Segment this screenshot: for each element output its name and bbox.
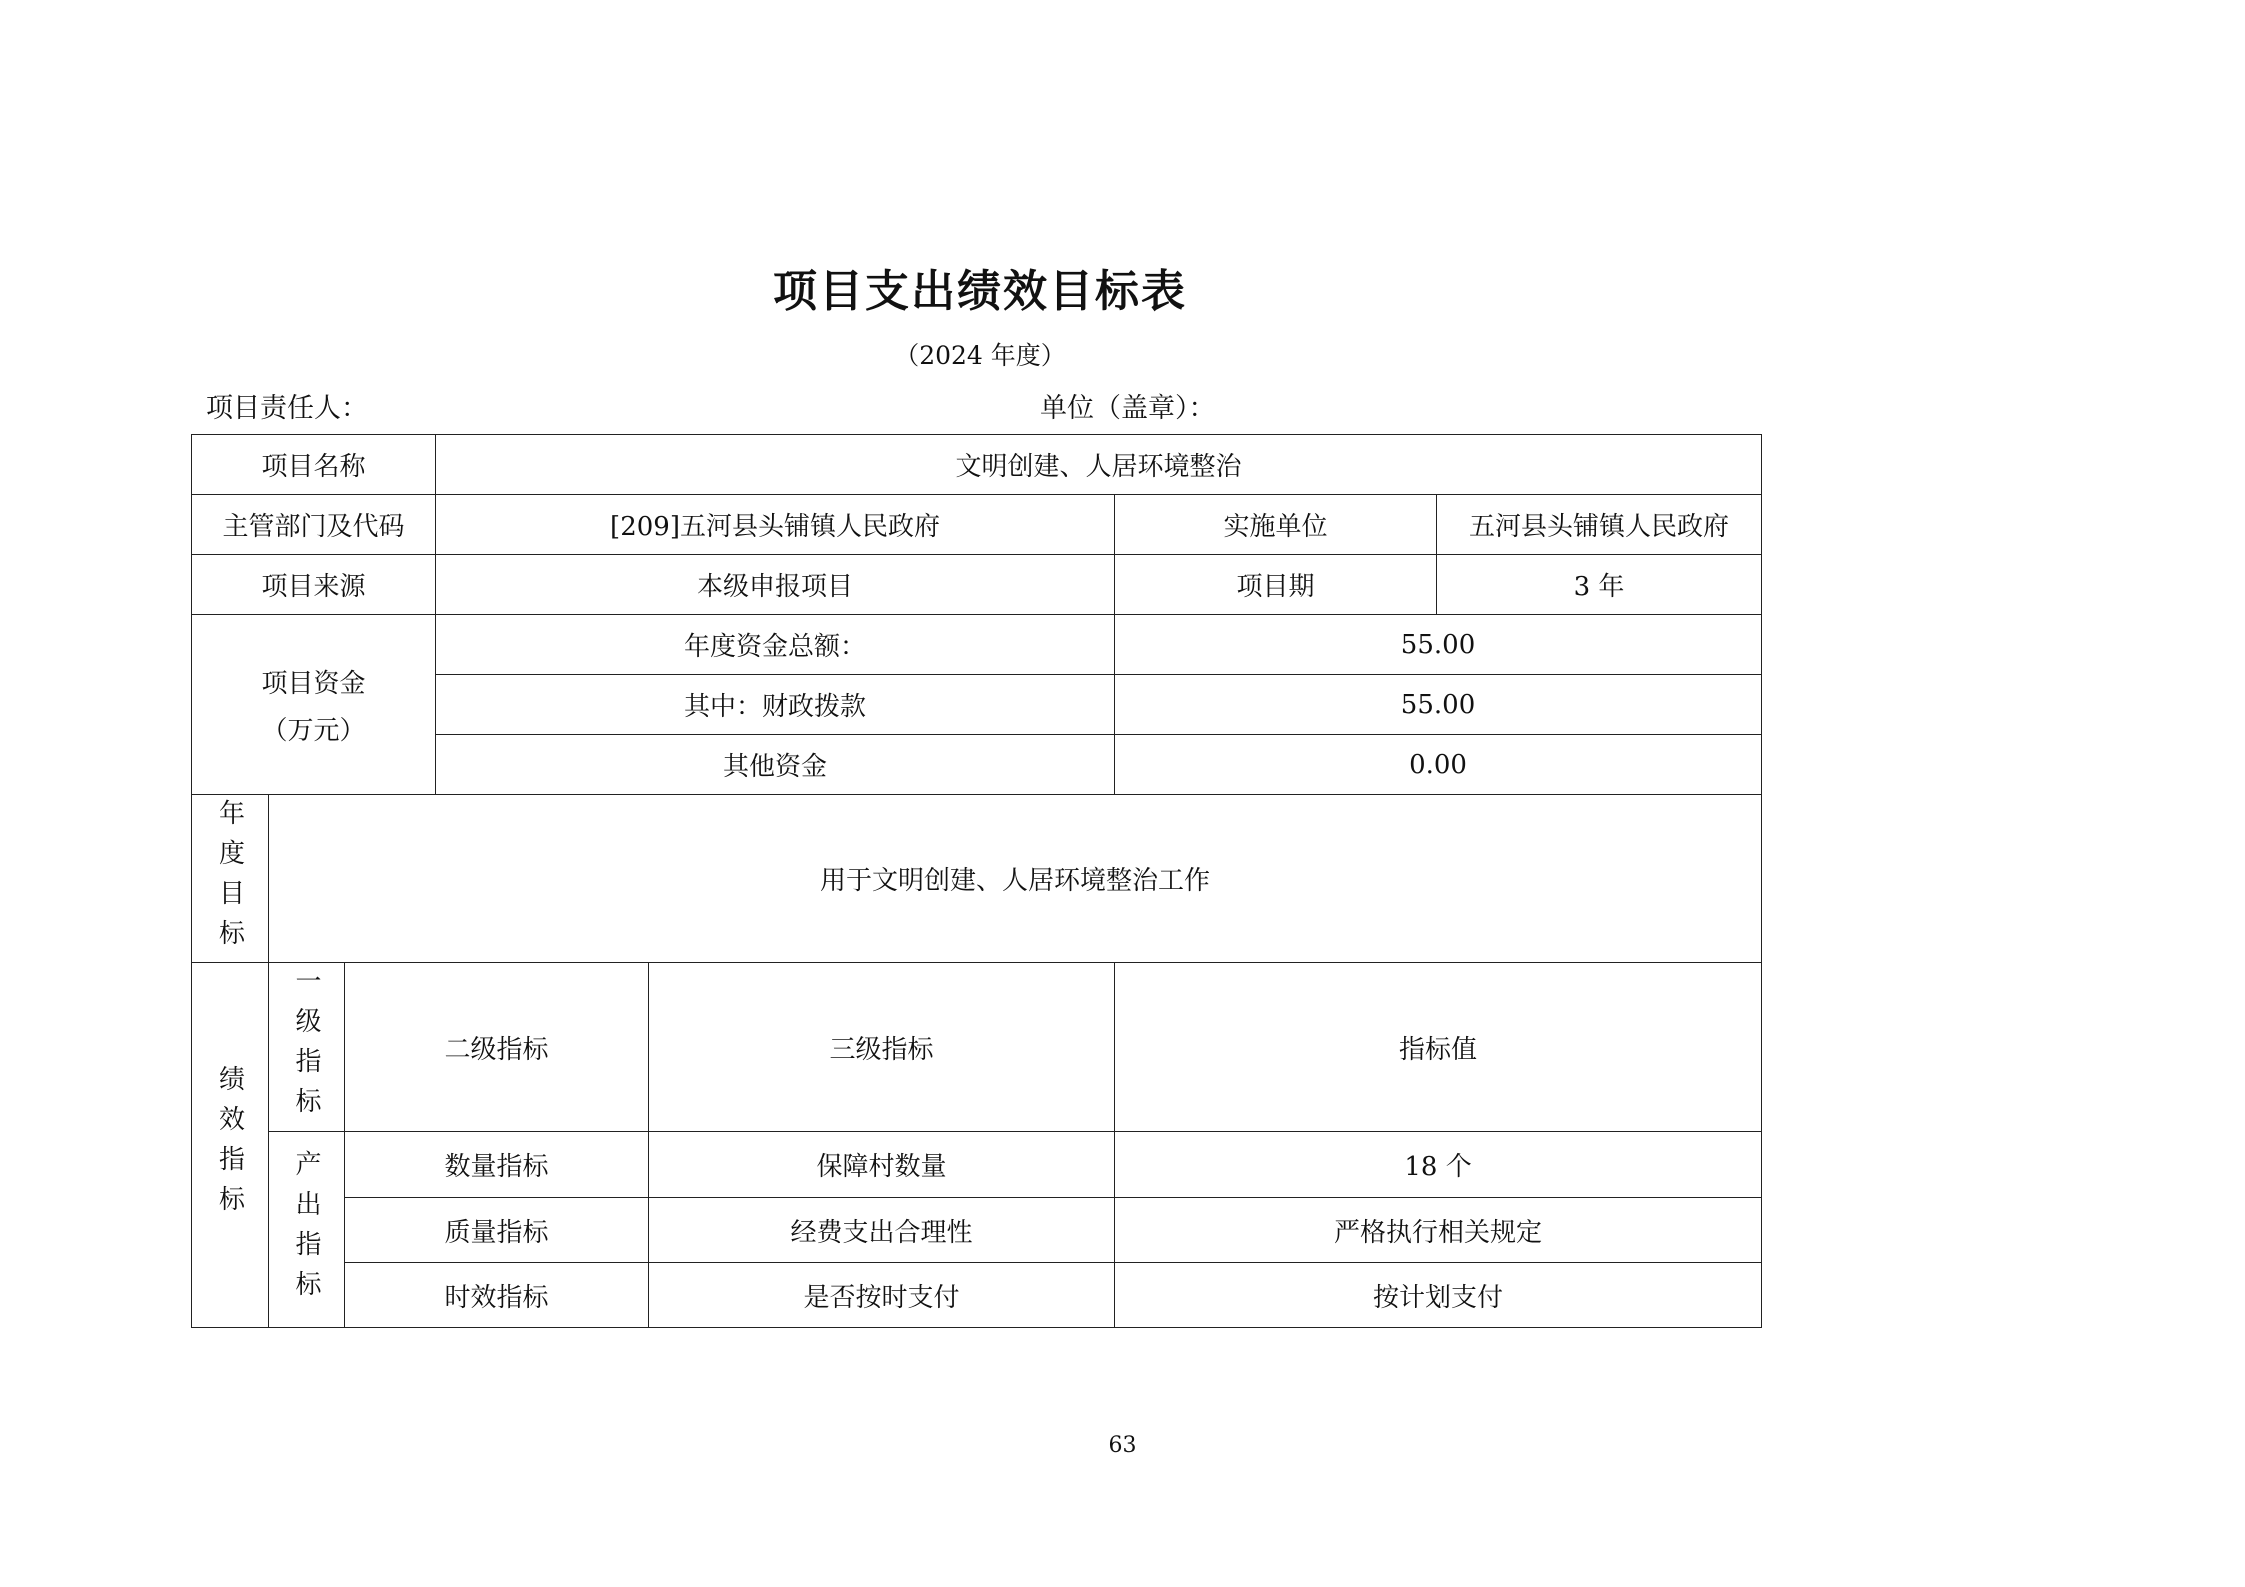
annual-goal-label-cell xyxy=(192,795,269,963)
table-row-level2: 时效指标 xyxy=(345,1263,649,1328)
fiscal-value: 55.00 xyxy=(1115,675,1762,735)
performance-table xyxy=(191,434,1762,1328)
funds-label: 项目资金 xyxy=(261,668,366,699)
dept-value: [209]五河县头铺镇人民政府 xyxy=(436,495,1115,555)
page-number: 63 xyxy=(1108,1433,1137,1458)
fiscal-label: 其中：财政拨款 xyxy=(436,675,1115,735)
output-label: 产出指标 xyxy=(291,1149,321,1310)
annual-total-label: 年度资金总额： xyxy=(436,615,1115,675)
level1-header: 一级指标 xyxy=(291,967,321,1127)
impl-unit-label: 实施单位 xyxy=(1115,495,1437,555)
other-funds-label: 其他资金 xyxy=(436,735,1115,795)
level1-header-cell xyxy=(269,963,345,1132)
period-label: 项目期 xyxy=(1115,555,1437,615)
project-name-value: 文明创建、人居环境整治 xyxy=(436,435,1762,495)
table-row-value: 按计划支付 xyxy=(1115,1263,1762,1328)
responsible-person-label: 项目责任人： xyxy=(206,393,368,424)
period-value: 3 年 xyxy=(1437,555,1762,615)
annual-goal-label: 年度目标 xyxy=(214,798,245,959)
output-label-cell xyxy=(269,1132,345,1328)
table-row-level3: 保障村数量 xyxy=(649,1132,1115,1198)
perf-label-cell xyxy=(192,963,269,1328)
funds-unit: （万元） xyxy=(261,715,366,746)
level3-header: 三级指标 xyxy=(649,963,1115,1132)
unit-seal-label: 单位（盖章）： xyxy=(1040,393,1216,424)
dept-label: 主管部门及代码 xyxy=(192,495,436,555)
impl-unit-value: 五河县头铺镇人民政府 xyxy=(1437,495,1762,555)
perf-label: 绩效指标 xyxy=(214,1065,245,1225)
table-row-level2: 数量指标 xyxy=(345,1132,649,1198)
other-funds-value: 0.00 xyxy=(1115,735,1762,795)
table-row-level3: 是否按时支付 xyxy=(649,1263,1115,1328)
funds-label-cell xyxy=(192,615,436,795)
table-row-value: 18 个 xyxy=(1115,1132,1762,1198)
page-title: 项目支出绩效目标表 xyxy=(773,266,1187,317)
source-label: 项目来源 xyxy=(192,555,436,615)
table-row-level3: 经费支出合理性 xyxy=(649,1198,1115,1263)
annual-goal-value: 用于文明创建、人居环境整治工作 xyxy=(269,795,1762,963)
level2-header: 二级指标 xyxy=(345,963,649,1132)
value-header: 指标值 xyxy=(1115,963,1762,1132)
table-row-value: 严格执行相关规定 xyxy=(1115,1198,1762,1263)
year-subtitle: （2024 年度） xyxy=(894,341,1066,370)
annual-total-value: 55.00 xyxy=(1115,615,1762,675)
project-name-label: 项目名称 xyxy=(192,435,436,495)
source-value: 本级申报项目 xyxy=(436,555,1115,615)
table-row-level2: 质量指标 xyxy=(345,1198,649,1263)
